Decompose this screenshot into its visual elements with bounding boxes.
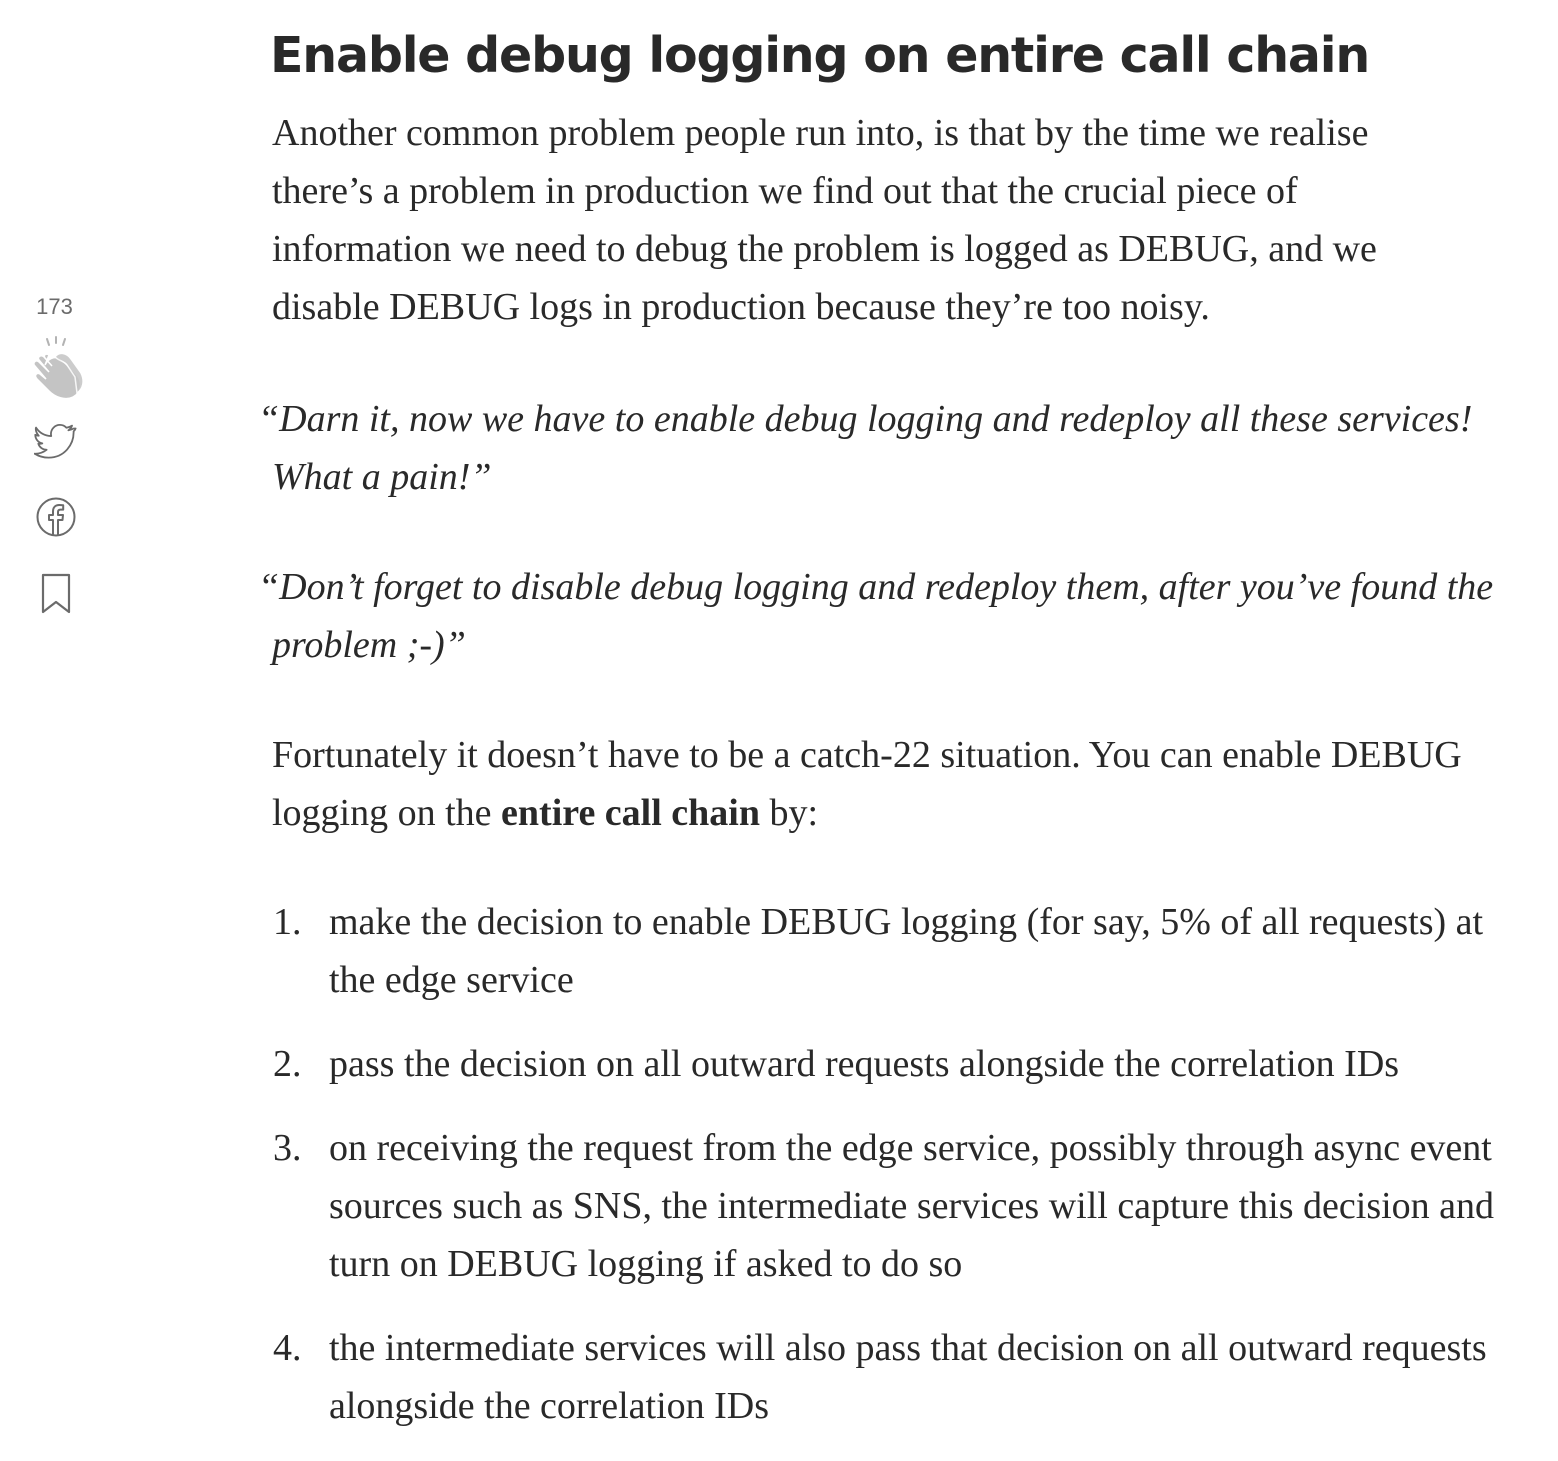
clap-button[interactable] xyxy=(26,330,86,406)
list-item xyxy=(270,1119,1530,1293)
list-item-number: 1. xyxy=(273,901,302,943)
quote-redeploy: “Darn it, now we have to enable debug logging and redeploy all these services! What a pain!” xyxy=(258,398,1473,498)
article-body xyxy=(258,0,1530,1461)
clap-icon xyxy=(27,335,85,401)
facebook-icon xyxy=(35,496,77,538)
paragraph-solution-tail: by: xyxy=(759,792,819,834)
quote-disable: “Don’t forget to disable debug logging and redeploy them, after you’ve found the problem ;-)” xyxy=(258,566,1494,666)
list-item xyxy=(270,1035,1530,1093)
list-item-text: on receiving the request from the edge service, possibly through async event sources such as SNS, the intermediate services will capture this decision and turn on DEBUG logging if asked to do so xyxy=(329,1127,1495,1285)
paragraph-solution-text: Fortunately it doesn’t have to be a catch-22 situation. You can enable DEBUG logging on the xyxy=(272,734,1462,834)
list-item-text: make the decision to enable DEBUG logging (for say, 5% of all requests) at the edge service xyxy=(329,901,1484,1001)
twitter-icon xyxy=(34,424,78,462)
steps-list xyxy=(270,893,1530,1435)
list-item-text: pass the decision on all outward requests alongside the correlation IDs xyxy=(329,1043,1400,1085)
list-item-number: 4. xyxy=(273,1327,302,1369)
list-item xyxy=(270,1319,1530,1435)
list-item-number: 3. xyxy=(273,1127,302,1169)
bookmark-icon xyxy=(40,573,72,615)
paragraph-solution-bold: entire call chain xyxy=(501,792,760,834)
share-sidebar xyxy=(26,290,86,634)
share-facebook-button[interactable] xyxy=(26,480,86,554)
list-item-number: 2. xyxy=(273,1043,302,1085)
paragraph-solution xyxy=(270,726,1522,842)
list-item-text: the intermediate services will also pass that decision on all outward requests alongside the correlation IDs xyxy=(329,1327,1487,1427)
list-item xyxy=(270,893,1530,1009)
paragraph-intro: Another common problem people run into, is that by the time we realise there’s a problem in production we find out that the crucial piece of information we need to debug the problem is logged as DEBUG, and we disable DEBUG logs in production because they’re too noisy. xyxy=(272,112,1377,328)
section-heading: Enable debug logging on entire call chain xyxy=(270,27,1370,84)
clap-count: 173 xyxy=(36,294,73,319)
bookmark-button[interactable] xyxy=(26,554,86,634)
share-twitter-button[interactable] xyxy=(26,406,86,480)
